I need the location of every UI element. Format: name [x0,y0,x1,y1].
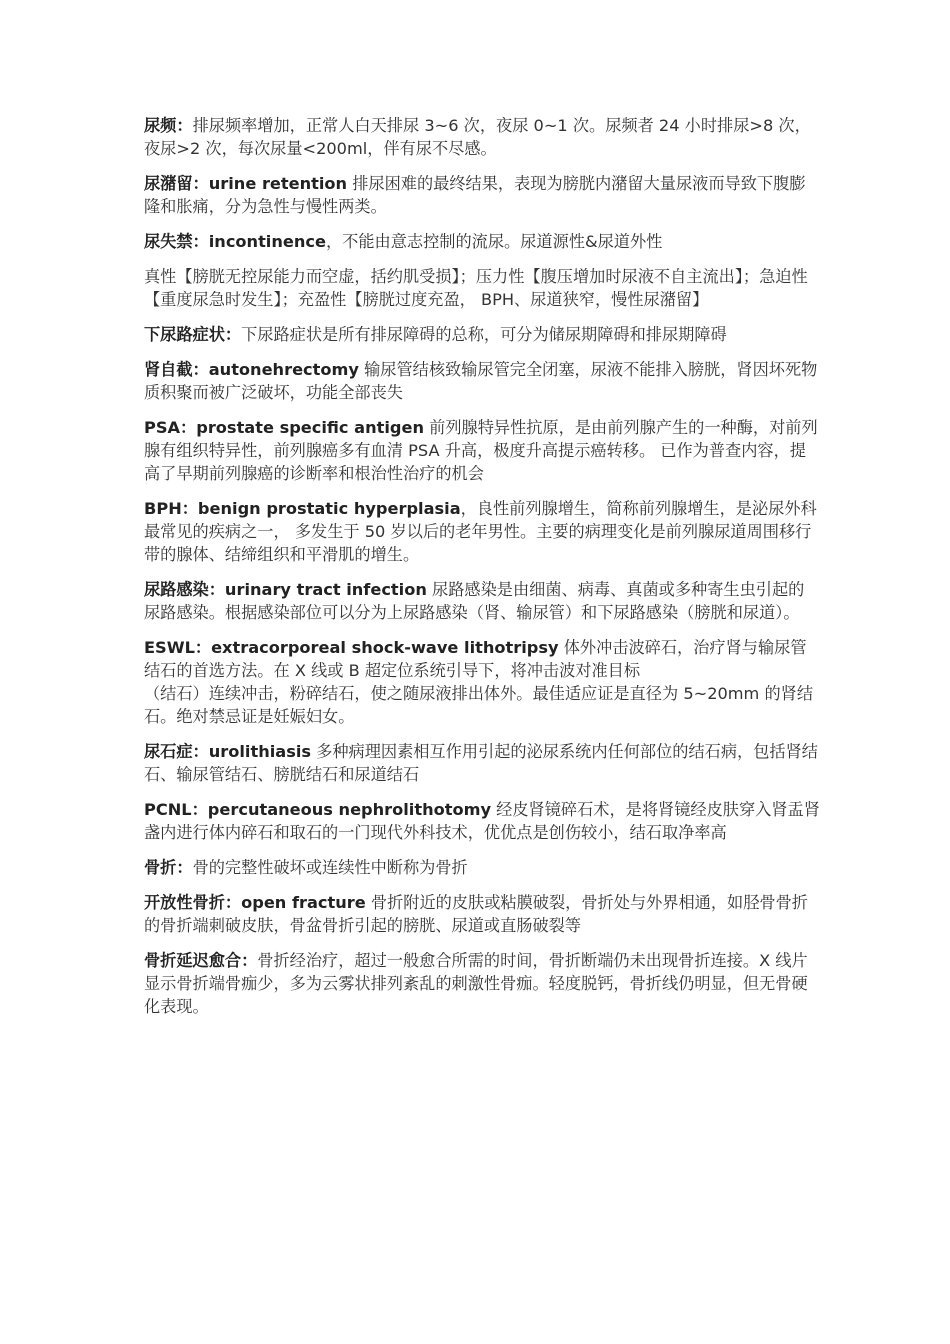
document-body [144,114,820,1030]
entry-incontinence [144,230,820,253]
entry-luts [144,323,820,346]
entry-term: 下尿路症状： [144,325,242,344]
entry-urine-retention [144,172,820,218]
entry-text: 骨折附近的皮肤或粘膜破裂，骨折处与外界相通，如胫骨骨折的骨折端刺破皮肤，骨盆骨折引起的膀胱、尿道或直肠破裂等 [144,893,808,935]
entry-uti [144,578,820,624]
entry-term: ESWL：extracorporeal shock-wave lithotripsy [144,638,559,657]
entry-text: 骨折经治疗，超过一般愈合所需的时间，骨折断端仍未出现骨折连接。X 线片显示骨折端骨痂少，多为云雾状排列紊乱的刺激性骨痂。轻度脱钙，骨折线仍明显，但无骨硬化表现。 [144,951,808,1016]
entry-text: 下尿路症状是所有排尿障碍的总称，可分为储尿期障碍和排尿期障碍 [241,325,727,344]
entry-text: 真性【膀胱无控尿能力而空虚，括约肌受损】；压力性【腹压增加时尿液不自主流出】；急迫性【重度尿急时发生】；充盈性【膀胱过度充盈， BPH、尿道狭窄，慢性尿潴留】 [144,267,808,309]
entry-text: 体外冲击波碎石，治疗肾与输尿管结石的首选方法。在 X 线或 B 超定位系统引导下，将冲击波对准目标 [144,638,807,680]
entry-term: 尿失禁：incontinence [144,232,326,251]
entry-autonephrectomy [144,358,820,404]
entry-term: 尿潴留：urine retention [144,174,348,193]
entry-term: 尿路感染：urinary tract infection [144,580,427,599]
entry-incontinence-types [144,265,820,311]
entry-text: 骨的完整性破坏或连续性中断称为骨折 [192,858,468,877]
entry-text: 尿路感染是由细菌、病毒、真菌或多种寄生虫引起的尿路感染。根据感染部位可以分为上尿路感染（肾、输尿管）和下尿路感染（膀胱和尿道）。 [144,580,805,622]
entry-text: 多种病理因素相互作用引起的泌尿系统内任何部位的结石病，包括肾结石、输尿管结石、膀胱结石和尿道结石 [144,742,818,784]
entry-text: ，良性前列腺增生，简称前列腺增生，是泌尿外科最常见的疾病之一， 多发生于 50 岁以后的老年男性。主要的病理变化是前列腺尿道周围移行带的腺体、结缔组织和平滑肌的增生。 [144,499,817,564]
entry-term: 尿石症：urolithiasis [144,742,312,761]
entry-urolithiasis [144,740,820,786]
entry-term: BPH：benign prostatic hyperplasia [144,499,461,518]
entry-text: 排尿困难的最终结果，表现为膀胱内潴留大量尿液而导致下腹膨隆和胀痛，分为急性与慢性两类。 [144,174,806,216]
entry-term: 骨折： [144,858,193,877]
entry-text: 排尿频率增加，正常人白天排尿 3~6 次，夜尿 0~1 次。尿频者 24 小时排尿>8 次，夜尿>2 次，每次尿量<200ml，伴有尿不尽感。 [144,116,811,158]
entry-fracture [144,856,820,879]
entry-psa [144,416,820,485]
entry-term: 骨折延迟愈合： [144,951,258,970]
entry-frequent-urination [144,114,820,160]
entry-text: 经皮肾镜碎石术，是将肾镜经皮肤穿入肾盂肾盏内进行体内碎石和取石的一门现代外科技术，优优点是创伤较小，结石取净率高 [144,800,820,842]
entry-term: 开放性骨折：open fracture [144,893,366,912]
entry-text: 输尿管结核致输尿管完全闭塞，尿液不能排入膀胱，肾因坏死物质积聚而被广泛破坏，功能全部丧失 [144,360,818,402]
entry-term: PSA：prostate specific antigen [144,418,424,437]
entry-delayed-union [144,949,820,1018]
entry-text: 前列腺特异性抗原，是由前列腺产生的一种酶，对前列腺有组织特异性，前列腺癌多有血清 PSA 升高，极度升高提示癌转移。 已作为普查内容，提高了早期前列腺癌的诊断率和根治性治疗的机会 [144,418,818,483]
entry-bph [144,497,820,566]
entry-term: 肾自截：autonehrectomy [144,360,359,379]
entry-term: PCNL：percutaneous nephrolithotomy [144,800,492,819]
entry-term: 尿频： [144,116,193,135]
entry-eswl [144,636,820,728]
entry-text: ，不能由意志控制的流尿。尿道源性&尿道外性 [325,232,663,251]
entry-pcnl [144,798,820,844]
entry-text-continued: （结石）连续冲击，粉碎结石，使之随尿液排出体外。最佳适应证是直径为 5~20mm 的肾结石。绝对禁忌证是妊娠妇女。 [144,684,814,726]
entry-open-fracture [144,891,820,937]
